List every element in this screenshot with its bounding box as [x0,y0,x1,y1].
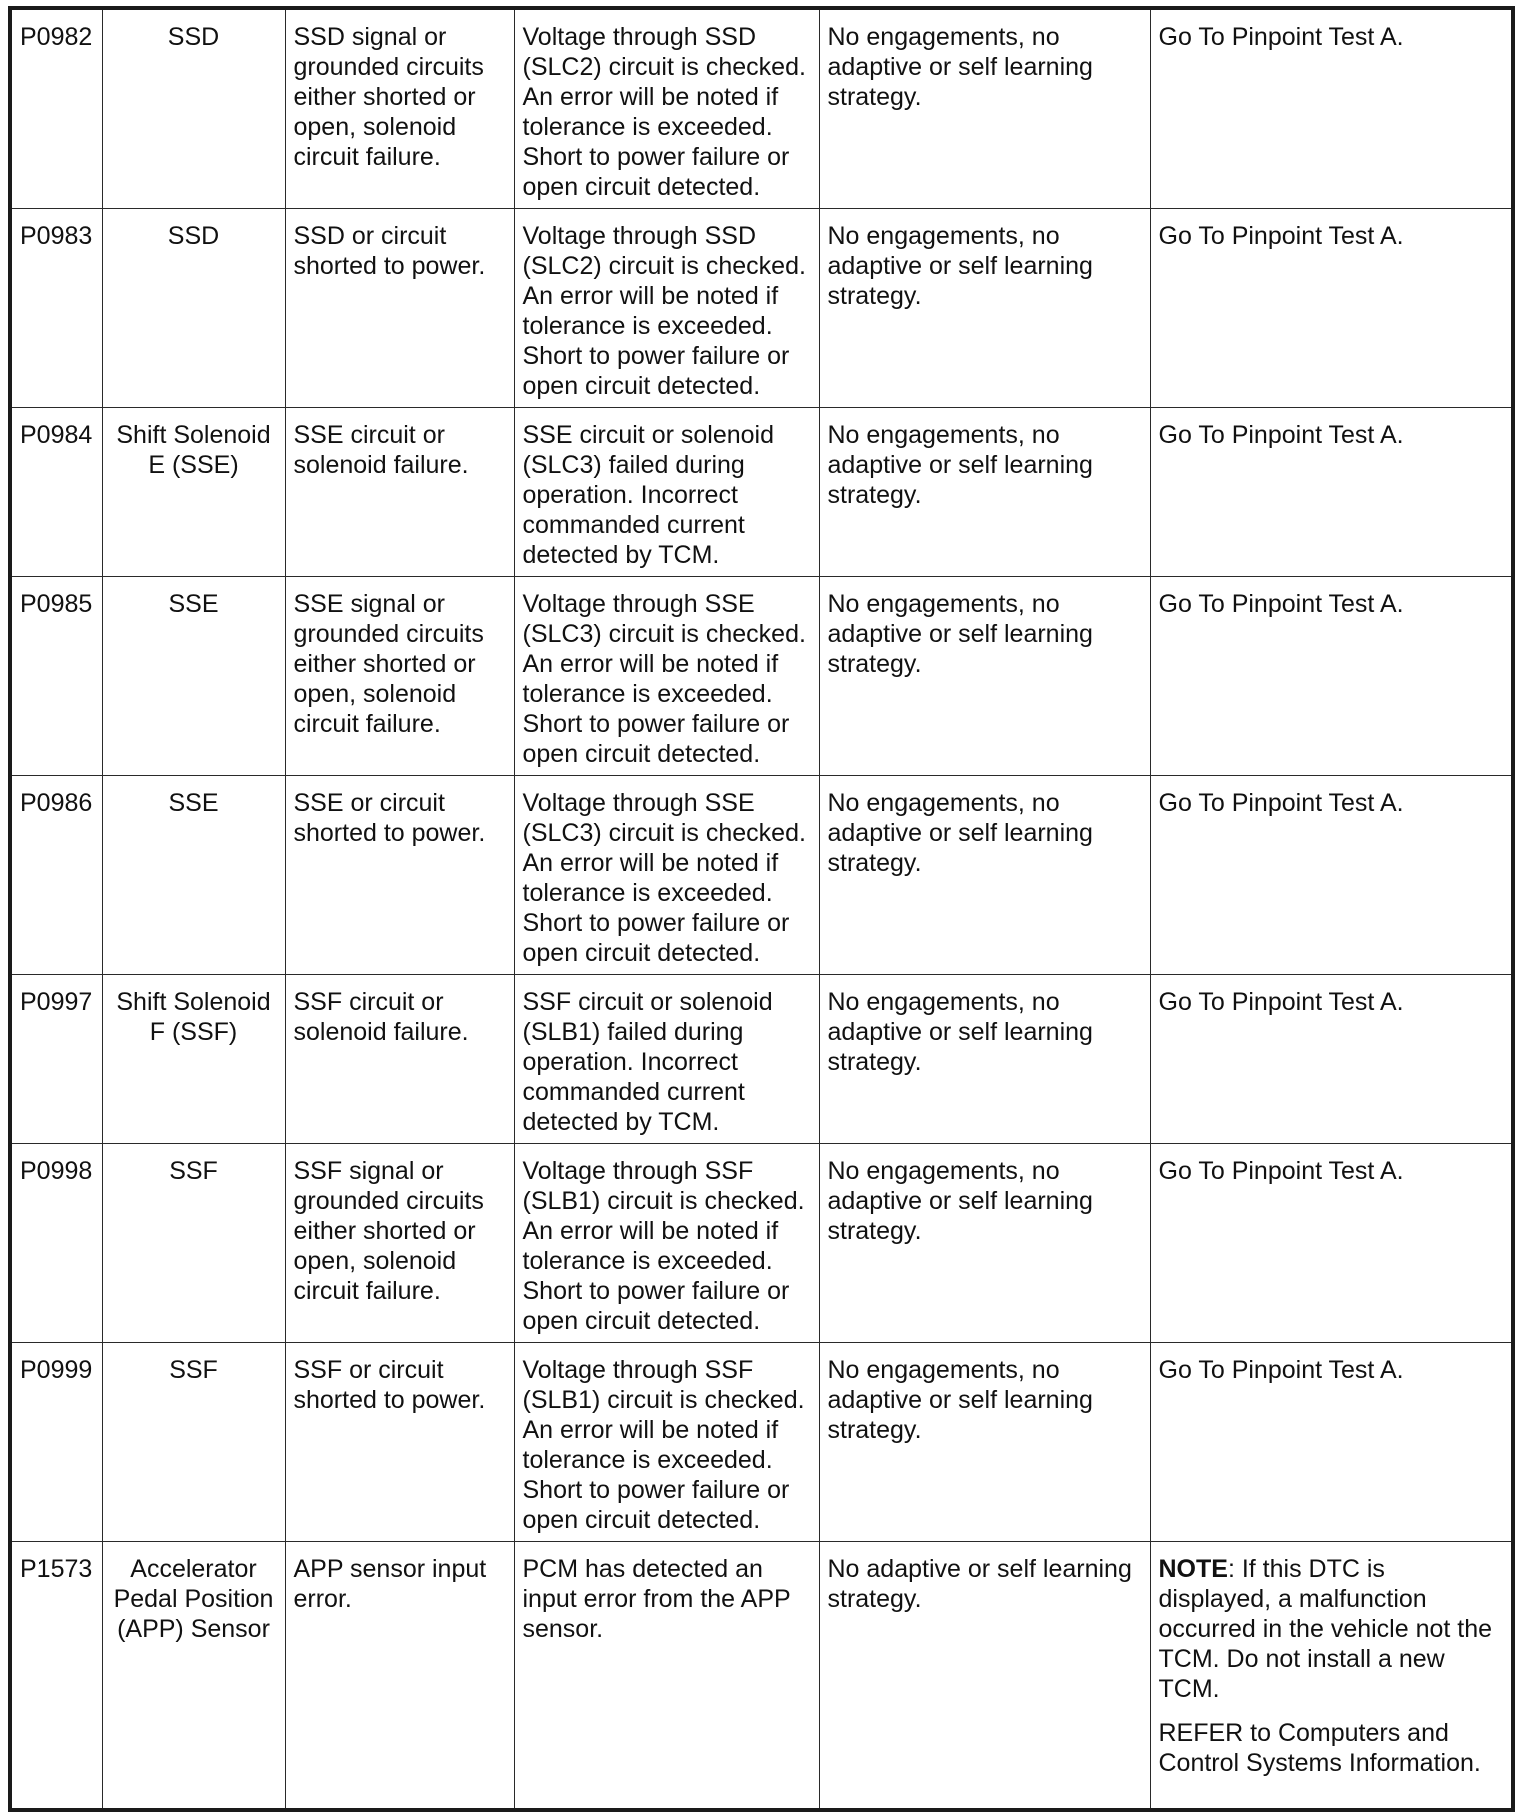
note-label: NOTE [1158,1555,1228,1583]
dtc-code-cell: P0985 [10,577,102,776]
table-row-p0997 [10,975,1513,1144]
component-cell: SSF [102,1144,285,1343]
action-cell: Go To Pinpoint Test A. [1150,209,1513,408]
component-cell: Shift Solenoid E (SSE) [102,408,285,577]
condition-cell: Voltage through SSE (SLC3) circuit is checked. An error will be noted if tolerance is exceeded. Short to power failure or open circuit detected. [514,776,819,975]
action-cell [1150,1542,1513,1811]
symptom-cell: No adaptive or self learning strategy. [819,1542,1150,1811]
symptom-cell: No engagements, no adaptive or self learning strategy. [819,1144,1150,1343]
action-cell: Go To Pinpoint Test A. [1150,408,1513,577]
dtc-table-page [8,6,1511,1812]
condition-cell: Voltage through SSE (SLC3) circuit is checked. An error will be noted if tolerance is exceeded. Short to power failure or open circuit detected. [514,577,819,776]
refer-text: REFER to Computers and Control Systems Information. [1158,1719,1481,1777]
description-cell: SSD or circuit shorted to power. [285,209,514,408]
table-row-p0999 [10,1343,1513,1542]
component-cell: SSE [102,776,285,975]
condition-cell: SSE circuit or solenoid (SLC3) failed during operation. Incorrect commanded current detected by TCM. [514,408,819,577]
symptom-cell: No engagements, no adaptive or self learning strategy. [819,1343,1150,1542]
table-row-p1573 [10,1542,1513,1811]
action-cell: Go To Pinpoint Test A. [1150,577,1513,776]
component-cell: Shift Solenoid F (SSF) [102,975,285,1144]
component-cell: Accelerator Pedal Position (APP) Sensor [102,1542,285,1811]
dtc-code-cell: P0997 [10,975,102,1144]
condition-cell: Voltage through SSD (SLC2) circuit is checked. An error will be noted if tolerance is exceeded. Short to power failure or open circuit detected. [514,8,819,209]
condition-cell: PCM has detected an input error from the APP sensor. [514,1542,819,1811]
symptom-cell: No engagements, no adaptive or self learning strategy. [819,209,1150,408]
symptom-cell: No engagements, no adaptive or self learning strategy. [819,975,1150,1144]
dtc-code-cell: P0998 [10,1144,102,1343]
condition-cell: Voltage through SSF (SLB1) circuit is checked. An error will be noted if tolerance is exceeded. Short to power failure or open circuit detected. [514,1343,819,1542]
component-cell: SSD [102,209,285,408]
table-row-p0982 [10,8,1513,209]
component-cell: SSF [102,1343,285,1542]
action-cell: Go To Pinpoint Test A. [1150,8,1513,209]
symptom-cell: No engagements, no adaptive or self learning strategy. [819,8,1150,209]
description-cell: SSE circuit or solenoid failure. [285,408,514,577]
condition-cell: Voltage through SSD (SLC2) circuit is checked. An error will be noted if tolerance is exceeded. Short to power failure or open circuit detected. [514,209,819,408]
action-cell: Go To Pinpoint Test A. [1150,776,1513,975]
table-row-p0984 [10,408,1513,577]
description-cell: SSF signal or grounded circuits either shorted or open, solenoid circuit failure. [285,1144,514,1343]
action-cell: Go To Pinpoint Test A. [1150,1144,1513,1343]
action-cell: Go To Pinpoint Test A. [1150,1343,1513,1542]
description-cell: APP sensor input error. [285,1542,514,1811]
symptom-cell: No engagements, no adaptive or self learning strategy. [819,776,1150,975]
description-cell: SSE signal or grounded circuits either shorted or open, solenoid circuit failure. [285,577,514,776]
symptom-cell: No engagements, no adaptive or self learning strategy. [819,408,1150,577]
action-cell: Go To Pinpoint Test A. [1150,975,1513,1144]
table-row-p0998 [10,1144,1513,1343]
dtc-code-cell: P1573 [10,1542,102,1811]
description-cell: SSE or circuit shorted to power. [285,776,514,975]
dtc-code-cell: P0986 [10,776,102,975]
component-cell: SSD [102,8,285,209]
table-row-p0986 [10,776,1513,975]
dtc-code-cell: P0983 [10,209,102,408]
note-text: : If this DTC is displayed, a malfunction occurred in the vehicle not the TCM. Do not install a new TCM. [1158,1555,1493,1703]
description-cell: SSD signal or grounded circuits either shorted or open, solenoid circuit failure. [285,8,514,209]
condition-cell: Voltage through SSF (SLB1) circuit is checked. An error will be noted if tolerance is exceeded. Short to power failure or open circuit detected. [514,1144,819,1343]
table-row-p0985 [10,577,1513,776]
dtc-code-cell: P0999 [10,1343,102,1542]
dtc-table [8,6,1515,1812]
table-row-p0983 [10,209,1513,408]
description-cell: SSF circuit or solenoid failure. [285,975,514,1144]
description-cell: SSF or circuit shorted to power. [285,1343,514,1542]
component-cell: SSE [102,577,285,776]
dtc-code-cell: P0984 [10,408,102,577]
symptom-cell: No engagements, no adaptive or self learning strategy. [819,577,1150,776]
dtc-code-cell: P0982 [10,8,102,209]
condition-cell: SSF circuit or solenoid (SLB1) failed during operation. Incorrect commanded current detected by TCM. [514,975,819,1144]
